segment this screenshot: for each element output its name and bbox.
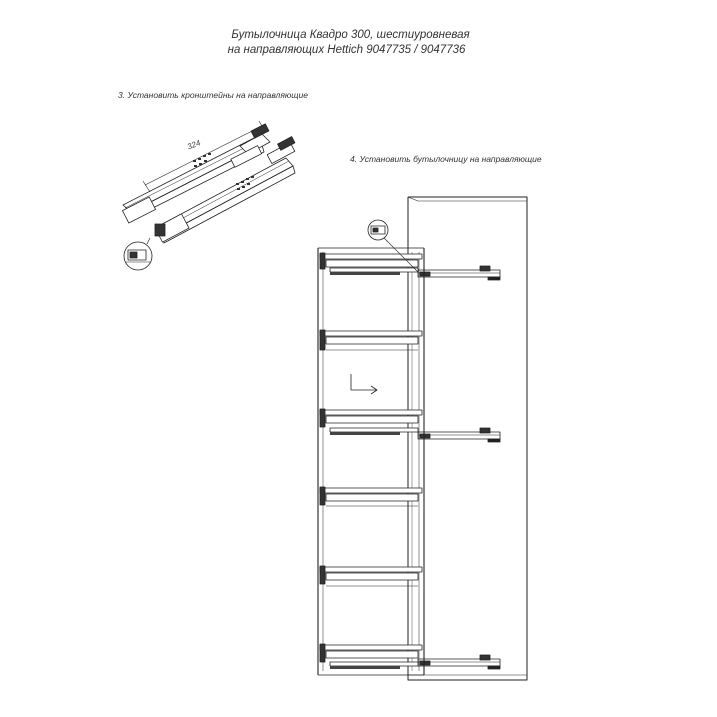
step-3-caption: 3. Установить кронштейны на направляющие [118,90,308,100]
rack-shelf-6 [320,644,422,669]
runner-top [418,266,500,280]
rack-shelf-3 [320,409,422,435]
runner-rails-illustration [122,121,295,270]
rack-shelf-4 [320,487,422,506]
rail-upper [122,124,270,223]
step-4-caption: 4. Установить бутылочницу на направляющие [350,154,542,164]
drawing-title-line-2: на направляющих Hettich 9047735 / 9047736 [227,44,466,56]
drawing-title-line-1: Бутылочница Квадро 300, шестиуровневая [231,29,470,41]
rack-shelf-1 [320,253,422,275]
bracket-detail-callout [124,238,152,270]
rack-shelf-2 [320,330,422,350]
rack-shelf-5 [320,566,422,586]
rail-length-dimension-label: 324 [186,138,202,152]
cabinet-installation-illustration [318,197,527,680]
runner-middle [418,428,500,442]
bottle-rack-frame [318,248,424,675]
runner-bottom [418,655,500,669]
direction-arrow-icon [351,374,377,394]
